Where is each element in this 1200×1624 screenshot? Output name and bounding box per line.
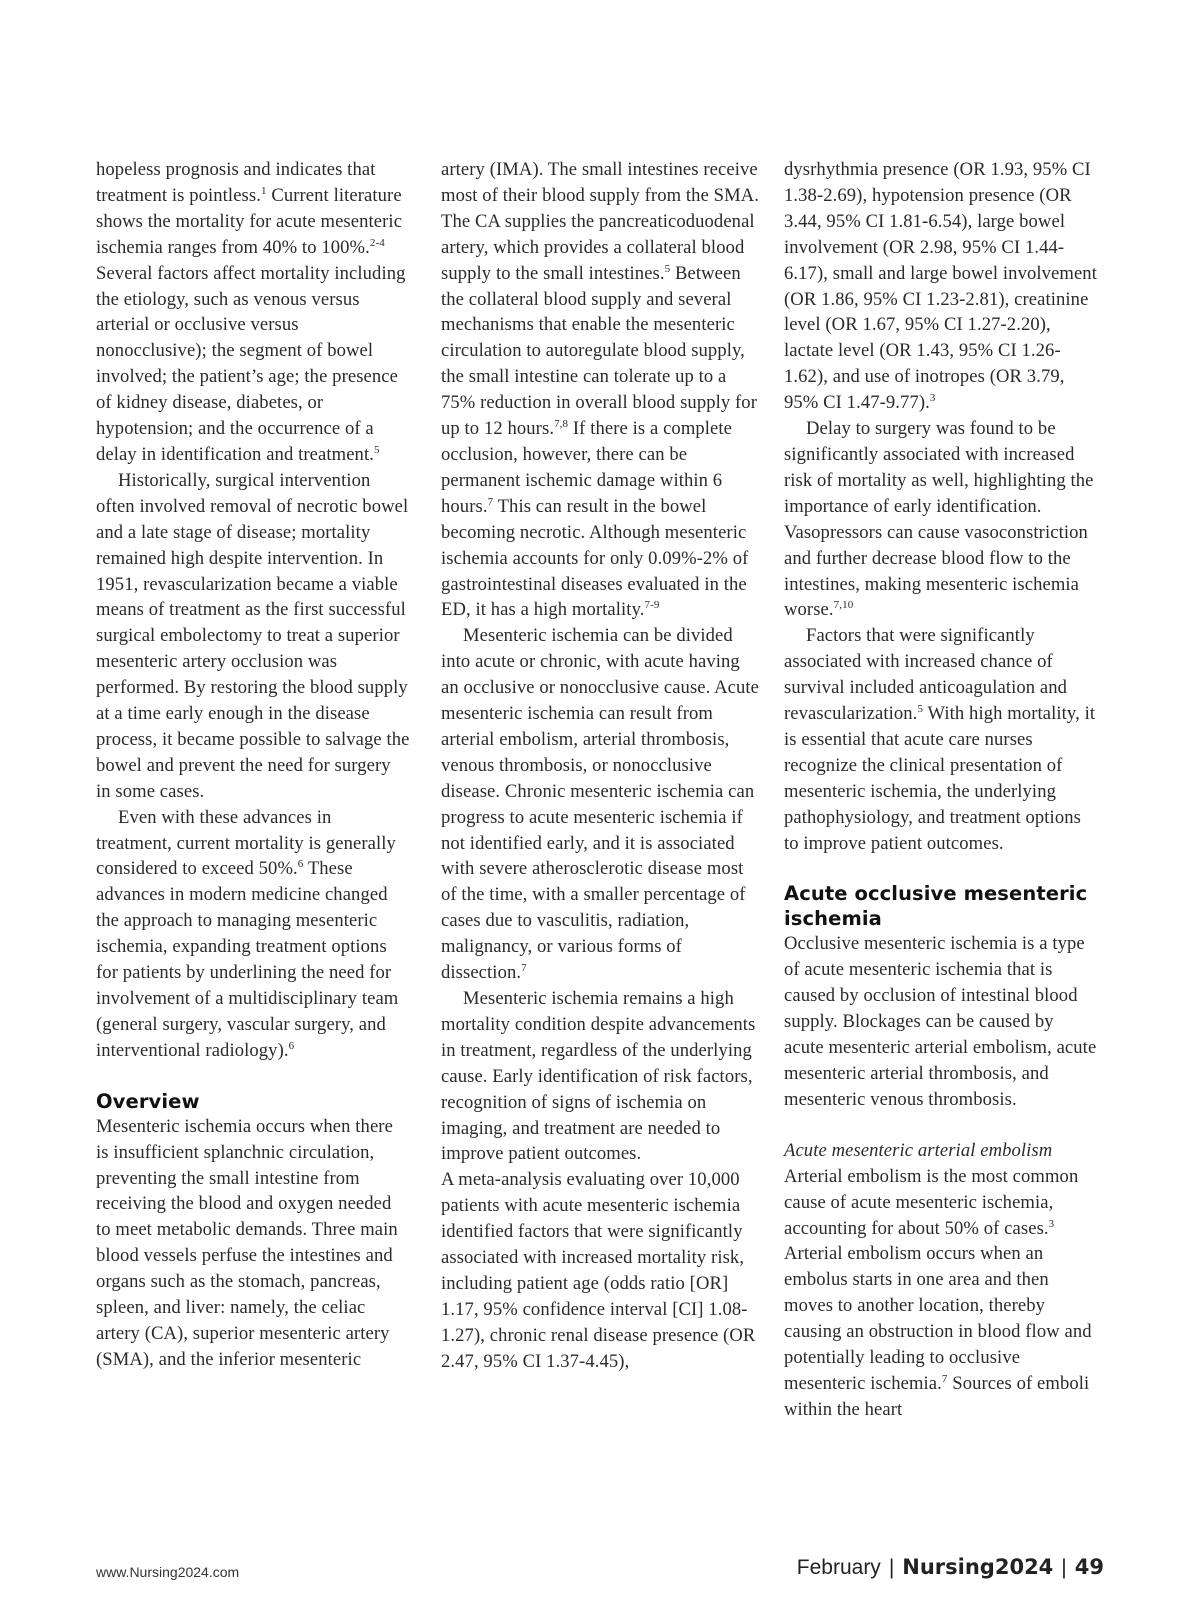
paragraph-text: With high mortality, it is essential that acute care nurses recognize the clinical presentation of mesenteric ischemia, the underlying pathophysiology, and treatment options to improve patient outcomes.: [784, 703, 1096, 854]
paragraph: [784, 931, 1098, 1112]
paragraph-text: Between the collateral blood supply and several mechanisms that enable the mesenteric circulation to autoregulate blood supply, the small intestine can tolerate up to a 75% reduction in overall blood supply for up to 12 hours.: [441, 262, 757, 440]
paragraph-text: Arterial embolism occurs when an embolus starts in one area and then moves to another location, thereby causing an obstruction in blood flow and potentially leading to occlusive mesenteric ischemia.: [784, 1243, 1092, 1394]
paragraph-text: Mesenteric ischemia remains a high mortality condition despite advancements in treatment, regardless of the underlying cause. Early identification of risk factors, recognition of signs of ischemia on imaging, and treatment are needed to improve patient outcomes.: [441, 988, 756, 1165]
spacer: [784, 1113, 1098, 1138]
paragraph: [784, 623, 1098, 856]
citation-superscript: 6: [297, 858, 304, 871]
paragraph: [96, 157, 410, 468]
paragraph-text: Sources of emboli within the heart: [784, 1372, 1090, 1420]
paragraph-text: Factors that were significantly associated with increased chance of survival included anticoagulation and revascularization.: [784, 625, 1068, 725]
paragraph-text: Several factors affect mortality including the etiology, such as venous versus arterial or occlusive versus nonocclusive); the segment of bowel involved; the patient’s age; the presence of kidney disease, diabetes, or hypotension; and the occurrence of a delay in identification and treatment.: [96, 262, 406, 465]
text-column-2: [441, 157, 759, 1375]
footer-journal: Nursing2024: [902, 1555, 1054, 1579]
footer-folio: February | Nursing2024 | 49: [796, 1555, 1104, 1579]
citation-superscript: 6: [288, 1039, 295, 1052]
paragraph: [784, 1164, 1098, 1423]
section-heading: Acute occlusive mesenteric ischemia: [784, 882, 1088, 931]
paragraph: [441, 986, 759, 1167]
citation-superscript: 7: [487, 495, 494, 508]
paragraph-text: These advances in modern medicine changed the approach to managing mesenteric ischemia, expanding treatment options for patients by underlining the need for involvement of a multidisciplinary team (general surgery, vascular surgery, and interventional radiology).: [96, 858, 399, 1061]
paragraph: [441, 623, 759, 986]
text-column-3: [784, 157, 1098, 1423]
paragraph: [784, 157, 1098, 416]
subsection-heading: Acute mesenteric arterial embolism: [784, 1139, 1053, 1161]
paragraph: [96, 468, 410, 805]
paragraph-text: If there is a complete occlusion, however, there can be permanent ischemic damage within 6 hours.: [441, 418, 733, 517]
citation-superscript: 7: [521, 962, 527, 975]
paragraph: [96, 1114, 410, 1373]
citation-superscript: 7,8: [554, 418, 569, 431]
paragraph-text: artery (IMA). The small intestines receive most of their blood supply from the SMA. The CA supplies the pancreaticoduodenal artery, which provides a collateral blood supply to the small intestines.: [441, 159, 760, 284]
paragraph: [784, 416, 1098, 623]
paragraph: [441, 157, 759, 623]
citation-superscript: 5: [917, 703, 924, 716]
citation-superscript: 3: [1048, 1217, 1055, 1230]
paragraph-text: Delay to surgery was found to be significantly associated with increased risk of mortality as well, highlighting the importance of early identification. Vasopressors can cause vasoconstriction and further decrease blood flow to the intestines, making mesenteric ischemia worse.: [784, 418, 1094, 621]
paragraph-text: hopeless prognosis and indicates that treatment is pointless.: [96, 159, 376, 206]
text-column-1: [96, 157, 410, 1373]
paragraph-text: This can result in the bowel becoming necrotic. Although mesenteric ischemia accounts for only 0.09%-2% of gastrointestinal diseases evaluated in the ED, it has a high mortality.: [441, 495, 749, 621]
footer-url[interactable]: www.Nursing2024.com: [96, 1564, 240, 1580]
citation-superscript: 7,10: [833, 599, 854, 612]
citation-superscript: 7: [941, 1372, 948, 1385]
paragraph: [441, 1167, 759, 1374]
paragraph-text: Arterial embolism is the most common cause of acute mesenteric ischemia, accounting for about 50% of cases.: [784, 1165, 1079, 1239]
paragraph-text: Historically, surgical intervention often involved removal of necrotic bowel and a late stage of disease; mortality remained high despite intervention. In 1951, revascularization became a viable means of treatment as the first successful surgical embolectomy to treat a superior mesenteric artery occlusion was performed. By restoring the blood supply at a time early enough in the disease process, it became possible to salvage the bowel and prevent the need for surgery in some cases.: [96, 469, 410, 802]
paragraph-text: Current literature shows the mortality for acute mesenteric ischemia ranges from 40% to 100%.: [96, 184, 403, 258]
citation-superscript: 7-9: [644, 599, 660, 612]
paragraph-text: A meta-analysis evaluating over 10,000 patients with acute mesenteric ischemia identified factors that were significantly associated with increased mortality risk, including patient age (odds ratio [OR] 1.17, 95% confidence interval [CI] 1.08-1.27), chronic renal disease presence (OR 2.47, 95% CI 1.37-4.45),: [441, 1169, 756, 1372]
citation-superscript: 1: [260, 184, 267, 197]
paragraph-text: dysrhythmia presence (OR 1.93, 95% CI 1.38-2.69), hypotension presence (OR 3.44, 95% CI 1.81-6.54), large bowel involvement (OR 2.98, 95% CI 1.44-6.17), small and large bowel involvement (OR 1.86, 95% CI 1.23-2.81), creatinine level (OR 1.67, 95% CI 1.27-2.20), lactate level (OR 1.43, 95% CI 1.26-1.62), and use of inotropes (OR 3.79, 95% CI 1.47-9.77).: [784, 159, 1097, 414]
paragraph-text: Even with these advances in treatment, current mortality is generally considered to exceed 50%.: [96, 806, 396, 880]
paragraph-text: Mesenteric ischemia occurs when there is insufficient splanchnic circulation, preventing the small intestine from receiving the blood and oxygen needed to meet metabolic demands. Three main blood vessels perfuse the intestines and organs such as the stomach, pancreas, spleen, and liver: namely, the celiac artery (CA), superior mesenteric artery (SMA), and the inferior mesenteric: [96, 1115, 398, 1370]
spacer: [96, 1064, 410, 1089]
citation-superscript: 2-4: [369, 236, 385, 249]
section-heading: Overview: [96, 1089, 200, 1113]
citation-superscript: 5: [664, 262, 671, 275]
paragraph-text: Occlusive mesenteric ischemia is a type of acute mesenteric ischemia that is caused by occlusion of intestinal blood supply. Blockages can be caused by acute mesenteric arterial embolism, acute mesenteric arterial thrombosis, and mesenteric venous thrombosis.: [784, 933, 1097, 1110]
citation-superscript: 5: [373, 443, 380, 456]
paragraph: [96, 805, 410, 1064]
citation-superscript: 3: [929, 392, 936, 405]
subsection-heading-line: [784, 1138, 1098, 1164]
page-number: 49: [1074, 1555, 1104, 1579]
footer-month: February: [796, 1556, 881, 1579]
paragraph-text: Mesenteric ischemia can be divided into acute or chronic, with acute having an occlusive or nonocclusive cause. Acute mesenteric ischemia can result from arterial embolism, arterial thrombosis, venous thrombosis, or nonocclusive disease. Chronic mesenteric ischemia can progress to acute mesenteric ischemia if not identified early, and it is associated with severe atherosclerotic disease most of the time, with a smaller percentage of cases due to vasculitis, radiation, malignancy, or various forms of dissection.: [441, 625, 760, 984]
spacer: [784, 856, 1098, 881]
